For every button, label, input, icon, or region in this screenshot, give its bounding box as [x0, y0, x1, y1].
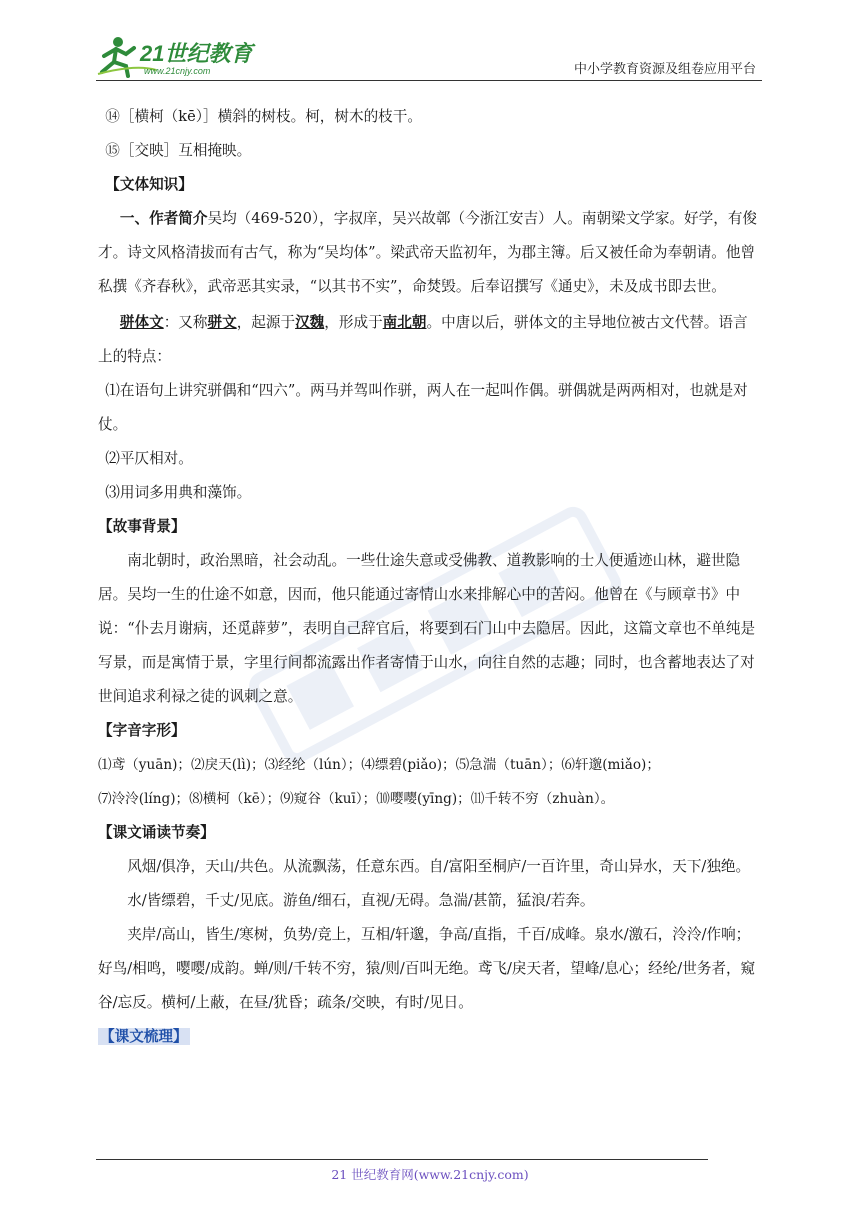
platform-title: 中小学教育资源及组卷应用平台: [573, 62, 756, 77]
pianti-text-1: ：又称: [163, 314, 208, 331]
author-intro: [98, 202, 762, 304]
pianti-point-2: ⑵平仄相对。: [105, 450, 193, 467]
jiezou-para-2: 水/皆缥碧，千丈/见底。游鱼/细石，直视/无碍。急湍/甚箭，猛浪/若奔。: [127, 892, 595, 909]
pianti-keyword-1: 骈文: [207, 314, 237, 331]
footer-divider: [96, 1159, 708, 1160]
ziyin-line-2: ⑺泠泠(líng)；⑻横柯（kē）；⑼窥谷（kuī）；⑽嘤嘤(yīng)；⑾千转不穷（zhuàn）。: [98, 791, 615, 807]
pianti-label: 骈体文: [119, 314, 164, 331]
pianti-keyword-3: 南北朝: [382, 314, 427, 331]
ziyin-line-1: ⑴鸢（yuān)；⑵戾天(lì)；⑶经纶（lún）；⑷缥碧(piǎo)；⑸急湍（tuān）；⑹轩邈(miǎo)；: [98, 757, 660, 773]
page-header: [96, 30, 762, 80]
pianti-point-3: ⑶用词多用典和藻饰。: [105, 484, 252, 501]
site-logo[interactable]: [96, 34, 266, 80]
section-heading-shuli: 【课文梳理】: [100, 1028, 188, 1045]
author-intro-label: 一、作者简介: [119, 210, 208, 227]
jiezou-para-1: 风烟/俱净，天山/共色。从流飘荡，任意东西。自/富阳至桐庐/一百许里，奇山异水，天下/独绝。: [127, 858, 751, 875]
section-heading-background: 【故事背景】: [98, 518, 186, 535]
jiezou-para-3: 夹岸/高山，皆生/寒树，负势/竞上，互相/轩邈，争高/直指，千百/成峰。泉水/激石，泠泠/作响；好鸟/相鸣，嘤嘤/成韵。蝉/则/千转不穷，猿/则/百叫无绝。鸢飞/戾天者，望峰/息心；经纶/世务者，窥谷/忘反。横柯/上蔽，在昼/犹昏；疏条/交映，有时/见日。: [98, 926, 756, 1011]
footer-link[interactable]: 21 世纪教育网(www.21cnjy.com): [331, 1167, 529, 1182]
logo-url: www.21cnjy.com: [144, 66, 211, 76]
header-divider: [96, 80, 762, 81]
logo-text: 21世纪教育: [140, 41, 253, 66]
note-14: ⑭［横柯（kē）］横斜的树枝。柯，树木的枝干。: [105, 108, 422, 125]
section-heading-jiezou: 【课文诵读节奏】: [98, 824, 215, 841]
runner-logo-icon: [96, 34, 266, 80]
note-15: ⑮［交映］互相掩映。: [105, 142, 252, 159]
document-body: [98, 100, 762, 1054]
pianti-text-2: ，起源于: [236, 314, 296, 331]
pianti-point-1: ⑴在语句上讲究骈偶和“四六”。两马并驾叫作骈，两人在一起叫作偶。骈偶就是两两相对，也就是对仗。: [98, 382, 748, 433]
pianti-paragraph: [98, 306, 762, 374]
section-heading-wenti: 【文体知识】: [105, 176, 193, 193]
pianti-text-4: 。中唐以后，骈体文的主导地位被古文代替。语言上的特点：: [98, 314, 748, 365]
author-intro-text: 吴均（469-520），字叔庠，吴兴故鄣（今浙江安吉）人。南朝梁文学家。好学，有俊才。诗文风格清拔而有古气，称为“吴均体”。梁武帝天监初年，为郡主簿。后又被任命为奉朝请。他曾私撰《齐春秋》，武帝恶其实录，“以其书不实”，命焚毁。后奉诏撰写《通史》，未及成书即去世。: [98, 210, 758, 295]
section-heading-ziyin: 【字音字形】: [98, 722, 186, 739]
pianti-keyword-2: 汉魏: [295, 314, 325, 331]
pianti-text-3: ，形成于: [324, 314, 383, 331]
background-text: 南北朝时，政治黑暗，社会动乱。一些仕途失意或受佛教、道教影响的士人便遁迹山林，避世隐居。吴均一生的仕途不如意，因而，他只能通过寄情山水来排解心中的苦闷。他曾在《与顾章书》中说：“仆去月谢病，还觅薜萝”，表明自己辞官后，将要到石门山中去隐居。因此，这篇文章也不单纯是写景，而是寓情于景，字里行间都流露出作者寄情于山水，向往自然的志趣；同时，也含蓄地表达了对世间追求利禄之徒的讽刺之意。: [98, 552, 756, 705]
